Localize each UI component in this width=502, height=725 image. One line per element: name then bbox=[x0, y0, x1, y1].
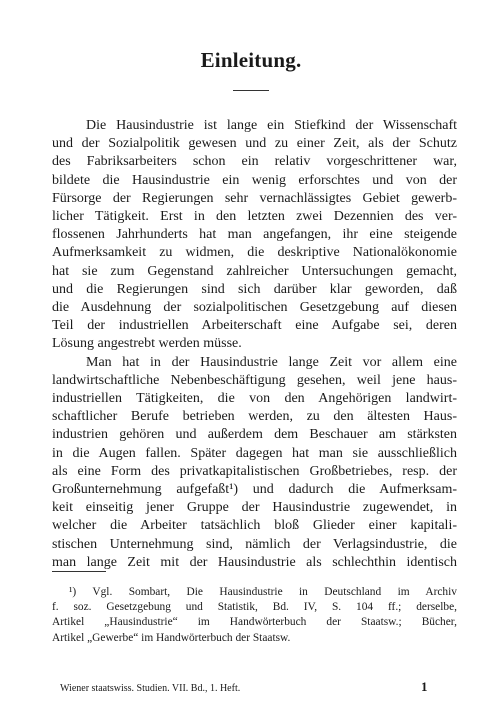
body-line: Aufmerksamkeit zu widmen, die deskriptive Nationalökonomie bbox=[52, 245, 457, 261]
footnote-rule bbox=[52, 571, 106, 572]
body-line: in die Augen fallen. Später dagegen hat man sie ausschließlich bbox=[52, 445, 457, 461]
body-line: des Fabriksarbeiters schon ein relativ vorgeschrittener war, bbox=[52, 154, 457, 170]
body-line: industrien gehören und außerdem dem Beschauer am stärksten bbox=[52, 427, 457, 443]
body-line: flossenen Jahrhunderts hat man angefangen, ihr eine steigende bbox=[52, 227, 457, 243]
footnote-line: Artikel „Hausindustrie“ im Handwörterbuch der Staatsw.; Bücher, bbox=[52, 616, 457, 629]
running-footer: Wiener staatswiss. Studien. VII. Bd., 1. Heft. bbox=[60, 683, 241, 694]
body-line: industriellen Tätigkeiten, die von den Angehörigen landwirt- bbox=[52, 391, 457, 406]
body-line: keit einseitig jener Gruppe der Hausindustrie zugewendet, in bbox=[52, 500, 457, 516]
body-line: Fürsorge der Regierungen sehr vernachlässigtes Gebiet gewerb- bbox=[52, 190, 457, 206]
body-line: man lange Zeit mit der Hausindustrie als schlechthin identisch bbox=[52, 554, 457, 570]
footnote-line: f. soz. Gesetzgebung und Statistik, Bd. IV, S. 104 ff.; derselbe, bbox=[52, 601, 457, 614]
body-line: hat sie zum Gegenstand zahlreicher Untersuchungen gemacht, bbox=[52, 263, 457, 279]
body-line: die Ausdehnung der sozialpolitischen Gesetzgebung auf diesen bbox=[52, 300, 457, 315]
body-line: Lösung angestrebt werden müsse. bbox=[52, 336, 242, 352]
page-number: 1 bbox=[421, 679, 428, 694]
body-line: Man hat in der Hausindustrie lange Zeit vor allem eine bbox=[86, 354, 457, 370]
body-line: Großunternehmung aufgefaßt¹) und dadurch die Aufmerksam- bbox=[52, 482, 457, 497]
body-line: als eine Form des privatkapitalistischen Großbetriebes, resp. der bbox=[52, 463, 457, 479]
chapter-title: Einleitung. bbox=[200, 48, 302, 72]
body-line: schaftlicher Berufe betrieben werden, zu den ältesten Haus- bbox=[52, 409, 457, 425]
body-line: landwirtschaftliche Nebenbeschäftigung gesehen, weil jene haus- bbox=[52, 372, 457, 388]
footnote-line: ¹) Vgl. Sombart, Die Hausindustrie in Deutschland im Archiv bbox=[69, 586, 457, 598]
body-line: Teil der industriellen Arbeiterschaft eine Aufgabe sei, deren bbox=[52, 318, 457, 334]
body-line: welcher die Arbeiter tatsächlich bloß Glieder einer kapitali- bbox=[52, 518, 457, 534]
body-line: bildete die Hausindustrie ein wenig erforschtes und von der bbox=[52, 172, 457, 188]
body-line: und die Regierungen sind sich darüber klar geworden, daß bbox=[52, 281, 457, 297]
body-line: licher Tätigkeit. Erst in den letzten zwei Dezennien des ver- bbox=[52, 209, 457, 224]
body-line: Die Hausindustrie ist lange ein Stiefkind der Wissenschaft bbox=[86, 118, 457, 133]
footnote-line: Artikel „Gewerbe“ im Handwörterbuch der Staatsw. bbox=[52, 631, 291, 644]
body-line: stischen Unternehmung sind, nämlich der Verlagsindustrie, die bbox=[52, 536, 457, 552]
body-line: und der Sozialpolitik gewesen und zu einer Zeit, als der Schutz bbox=[52, 136, 457, 152]
title-rule bbox=[233, 90, 269, 91]
